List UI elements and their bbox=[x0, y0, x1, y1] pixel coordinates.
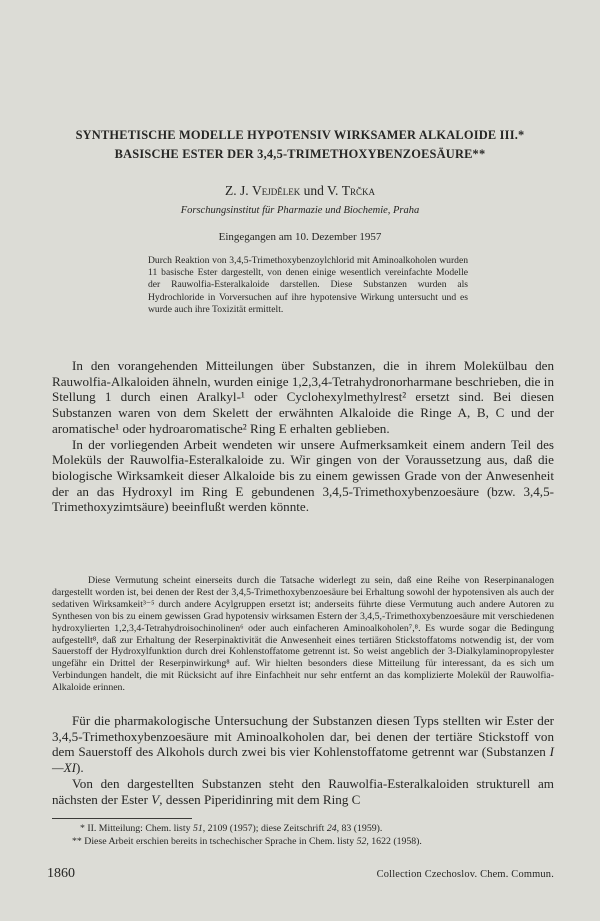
page-number: 1860 bbox=[47, 866, 75, 881]
footnote-1-text-2: , 2109 (1957); diese Zeitschrift bbox=[202, 823, 327, 834]
paragraph-3 bbox=[52, 713, 554, 776]
small-print-paragraph: Diese Vermutung scheint einerseits durch die Tatsache widerlegt zu sein, daß eine Reihe von Reserpinanalogen dargestellt worden ist, bei denen der Rest der 3,4,5-Trimethoxybenzoesäure bei Erhaltung sowohl der hypotensiven als auch der sedativen Wirksamkeit³⁻⁵ durch andere Acylgruppen ersetzt ist; anderseits führte diese Vermutung auch andere Autoren zu Synthesen von bis zu einem gewissen Grad hypotensiv wirksamen Estern der 3,4,5,-Trimethoxybenzoesäure mit verschiedenen hydroxylierten 1,2,3,4-Tetrahydroisochinolinen⁶ oder auch einfacheren Aminoalkoholen⁷,⁸. Es wurde sogar die Bedingung aufgestellt⁸, daß zur Erhaltung der Reserpinaktivität die Anwesenheit eines tertiären Stickstoffatoms notwendig ist, der vom Sauerstoff der Hydroxylfunktion durch drei Kohlenstoffatome getrennt ist. So weist angeblich der 3-Dialkylaminopropylester ungefähr ein Drittel der Reserpinwirkung⁸ auf. Wir hielten besonders diese Mitteilung für interessant, da es sich um Verbindungen handelt, die mit Rücksicht auf ihre Einfachheit nur sehr entfernt an das komplizierte Molekül der Rauwolfia-Alkaloide erinnen. bbox=[52, 575, 554, 694]
footnote-2-mark: ** bbox=[72, 836, 82, 847]
author-1-initials: Z. J. bbox=[224, 183, 249, 198]
paragraph-3-compounds: I—XI bbox=[52, 744, 554, 776]
abstract: Durch Reaktion von 3,4,5-Trimethoxybenzoylchlorid mit Aminoalkoholen wurden 11 basische Ester dargestellt, von denen einige wesentlich vereinfachte Modelle der Rauwolfia-Esteralkaloide darstellen. Diese Substanzen wurden als Hydrochloride in Vorversuchen auf ihre hypotensive Wirkung untersucht und es wurde auch ihre Toxizität ermittelt. bbox=[148, 255, 468, 315]
paragraph-4-compound: V bbox=[151, 791, 160, 807]
footnote-2-volume: 52 bbox=[356, 836, 367, 847]
body-section-1 bbox=[52, 358, 554, 515]
title-line-2: BASISCHE ESTER DER 3,4,5-TRIMETHOXYBENZOESÄURE** bbox=[114, 147, 486, 161]
footnote-1-mark: * bbox=[80, 823, 85, 834]
footnote-1-volume-2: 24 bbox=[326, 823, 337, 834]
paragraph-4-text: Von den dargestellten Substanzen steht den Rauwolfia-Esteralkaloiden strukturell am nächsten der Ester bbox=[52, 775, 554, 807]
paragraph-3-end: ). bbox=[76, 760, 84, 776]
footnote-2-text-2: , 1622 (1958). bbox=[366, 836, 422, 847]
institution: Forschungsinstitut für Pharmazie und Biochemie, Praha bbox=[180, 205, 420, 216]
footnote-1-text-3: , 83 (1959). bbox=[336, 823, 383, 834]
author-2-name: Trčka bbox=[341, 183, 376, 198]
received-date: Eingegangen am 10. Dezember 1957 bbox=[218, 231, 382, 243]
paragraph-1: In den vorangehenden Mitteilungen über Substanzen, die in ihrem Molekülbau den Rauwolfia-Alkaloiden ähneln, wurden einige 1,2,3,4-Tetrahydronorharmane beschrieben, die in Stellung 1 durch einen Aralkyl-¹ oder Cyclohexylmethylrest² ersetzt sind. Bei diesen Substanzen waren von dem Skelett der erwähnten Alkaloide die Ringe A, B, C und der aromatische¹ oder hydroaromatische² Ring E erhalten geblieben. bbox=[52, 358, 554, 436]
footnote-1 bbox=[52, 822, 554, 835]
paragraph-4 bbox=[52, 776, 554, 807]
paragraph-2: In der vorliegenden Arbeit wendeten wir unsere Aufmerksamkeit einem andern Teil des Moleküls der Rauwolfia-Esteralkaloide zu. Wir gingen von der Voraussetzung aus, daß die biologische Wirksamkeit dieser Alkaloide bis zu einem gewissen Grade von der Anwesenheit der an das Hydroxyl im Ring E gebundenen 3,4,5-Trimethoxybenzoesäure (bzw. 3,4,5-Trimethoxyzimtsäure) beeinflußt werden könnte. bbox=[52, 436, 554, 515]
paragraph-3-text: Für die pharmakologische Untersuchung der Substanzen diesen Typs stellten wir Ester der 3,4,5-Trimethoxybenzoesäure mit Aminoalkoholen dar, bei denen der tertiäre Stickstoff von dem Sauerstoff des Alkohols durch zwei bis vier Kohlenstoffatome getrennt war (Substanzen bbox=[52, 713, 554, 760]
author-2-initials: V. bbox=[326, 183, 339, 198]
footnote-2-text: Diese Arbeit erschien bereits in tschechischer Sprache in Chem. listy bbox=[84, 836, 357, 847]
authors-conjunction: und bbox=[303, 183, 324, 198]
footnote-1-volume-1: 51 bbox=[192, 823, 203, 834]
footnote-1-text: II. Mitteilung: Chem. listy bbox=[87, 823, 193, 834]
paragraph-4-end: , dessen Piperidinring mit dem Ring C bbox=[159, 791, 361, 807]
footnote-2 bbox=[52, 835, 554, 848]
author-1-name: Vejdělek bbox=[251, 183, 301, 198]
journal-name: Collection Czechoslov. Chem. Commun. bbox=[376, 869, 554, 880]
article-title bbox=[40, 126, 560, 164]
body-section-2 bbox=[52, 713, 554, 807]
footnotes bbox=[52, 822, 554, 848]
authors bbox=[0, 183, 600, 199]
footnote-divider bbox=[52, 818, 192, 819]
title-line-1: SYNTHETISCHE MODELLE HYPOTENSIV WIRKSAMER ALKALOIDE III.* bbox=[75, 128, 525, 142]
